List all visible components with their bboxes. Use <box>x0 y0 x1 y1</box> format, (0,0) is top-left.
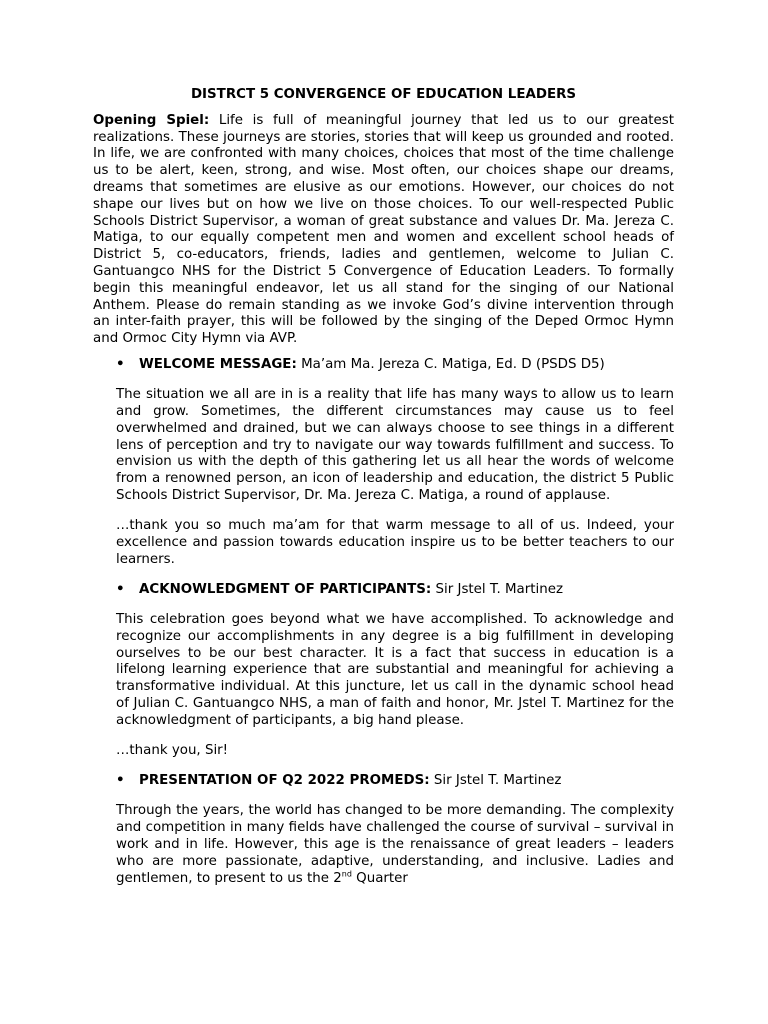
bullet-icon: • <box>116 356 125 372</box>
section-welcome-heading <box>116 357 674 374</box>
section-paragraph: …thank you so much ma’am for that warm message to all of us. Indeed, your excellence and passion towards education inspire us to be better teachers to our learners. <box>116 518 674 567</box>
opening-spiel-paragraph <box>93 113 674 348</box>
section-presentation-heading <box>116 773 674 790</box>
section-acknowledgment-heading <box>116 582 674 599</box>
section-heading: ACKNOWLEDGMENT OF PARTICIPANTS: <box>139 581 432 597</box>
section-heading: WELCOME MESSAGE: <box>139 356 297 372</box>
section-paragraph-tail: Quarter <box>351 870 408 886</box>
document-page <box>93 87 674 901</box>
section-paragraph: …thank you, Sir! <box>116 743 229 759</box>
section-speaker: Sir Jstel T. Martinez <box>429 773 562 789</box>
section-paragraph-text: Through the years, the world has changed to be more demanding. The complexity and competition in many fields have challenged the course of survival – survival in work and in life. However, this age is the renaissance of great leaders – leaders who are more passionate, adaptive, understanding, and inclusive. Ladies and gentlemen, to present to us the 2 <box>116 803 674 886</box>
section-paragraph: The situation we all are in is a reality that life has many ways to allow us to learn and grow. Sometimes, the different circumstances may cause us to feel overwhelmed and drained, but we can always choose to see things in a different lens of perception and try to navigate our way towards fulfillment and success. To envision us with the depth of this gathering let us all hear the words of welcome from a renowned person, an icon of leadership and education, the district 5 Public Schools District Supervisor, Dr. Ma. Jereza C. Matiga, a round of applause. <box>116 387 674 503</box>
bullet-icon: • <box>116 581 125 597</box>
section-paragraph: This celebration goes beyond what we have accomplished. To acknowledge and recognize our accomplishments in any degree is a big fulfillment in developing ourselves to be our best character. It is a fact that success in education is a lifelong learning experience that are substantial and meaningful for achieving a transformative individual. At this juncture, let us call in the dynamic school head of Julian C. Gantuangco NHS, a man of faith and honor, Mr. Jstel T. Martinez for the acknowledgment of participants, a big hand please. <box>116 612 674 728</box>
document-title: DISTRCT 5 CONVERGENCE OF EDUCATION LEADERS <box>190 87 577 102</box>
opening-spiel-label: Opening Spiel: <box>93 112 210 128</box>
section-paragraph <box>116 803 674 887</box>
section-heading: PRESENTATION OF Q2 2022 PROMEDS: <box>139 773 430 789</box>
opening-spiel-text: Life is full of meaningful journey that led us to our greatest realizations. These journeys are stories, stories that will keep us grounded and rooted. In life, we are confronted with many choices, choices that most of the time challenge us to be alert, keen, strong, and wise. Most often, our choices shape our dreams, dreams that sometimes are elusive as our emotions. However, our choices do not shape our lives but on how we live on those choices. To our well-respected Public Schools District Supervisor, a woman of great substance and values Dr. Ma. Jereza C. Matiga, to our equally competent men and women and excellent school heads of District 5, co-educators, friends, ladies and gentlemen, welcome to Julian C. Gantuangco NHS for the District 5 Convergence of Education Leaders. To formally begin this meaningful endeavor, let us all stand for the singing of our National Anthem. Please do remain standing as we invoke God’s divine intervention through an inter-faith prayer, this will be followed by the singing of the Deped Ormoc Hymn and Ormoc City Hymn via AVP. <box>93 112 674 347</box>
ordinal-superscript: nd <box>341 869 352 879</box>
section-speaker: Ma’am Ma. Jereza C. Matiga, Ed. D (PSDS D5) <box>296 356 605 372</box>
section-speaker: Sir Jstel T. Martinez <box>431 581 563 597</box>
bullet-icon: • <box>116 773 125 789</box>
